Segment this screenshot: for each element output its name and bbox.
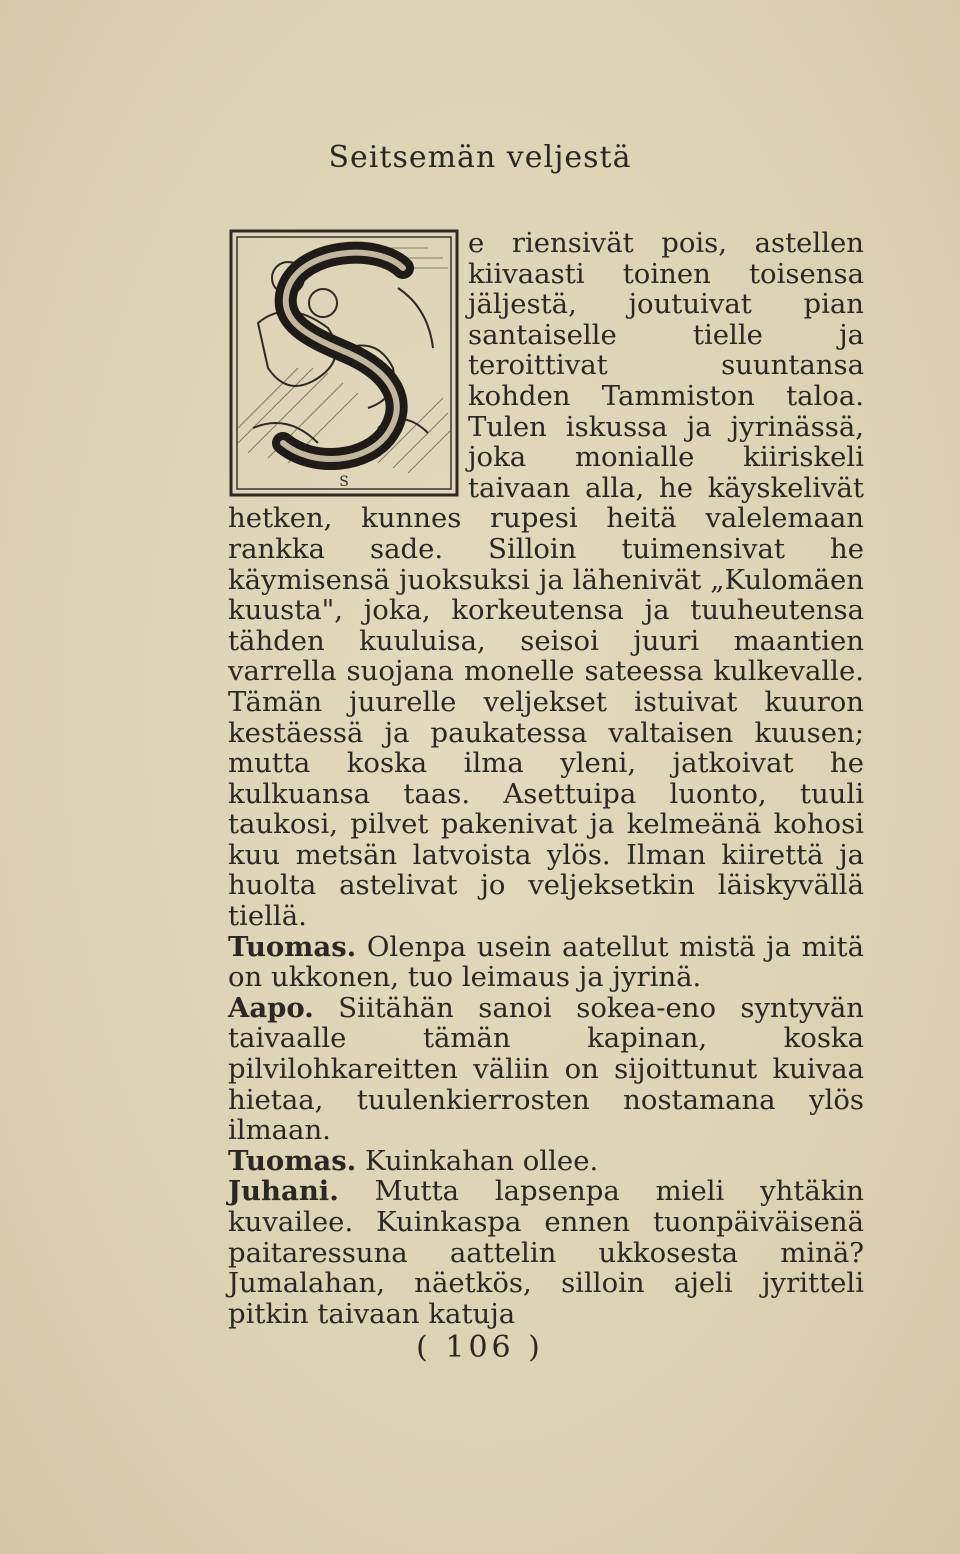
intro-paragraph: e riensivät pois, astellen kiivaasti toinen toisensa jäljestä, joutuivat pian santaiselle tielle ja teroittivat suuntansa kohden Tammiston taloa. Tulen iskussa ja jyrinässä, joka monialle kiiriskeli taivaan alla, he käyskelivät hetken, kunnes rupesi heitä valelemaan rankka sade. Silloin tuimensivat he käymisensä juoksuksi ja lähenivät „Kulomäen kuusta", joka, korkeutensa ja tuuheutensa tähden kuuluisa, seisoi juuri maantien varrella suojana monelle sateessa kulkevalle. Tämän juurelle veljekset istuivat kuuron kestäessä ja paukatessa valtaisen kuusen; mutta koska ilma yleni, jatkoivat he kulkuansa taas. Asettuipa luonto, tuuli taukosi, pilvet pakenivat ja kelmeänä kohosi kuu metsän latvoista ylös. Ilman kiirettä ja huolta astelivat jo veljeksetkin läiskyvällä tiellä. [228,227,864,933]
svg-text:S: S [339,474,349,490]
speaker-text: Kuinkahan ollee. [365,1144,599,1177]
dialogue-line [228,993,864,1146]
drop-cap-space [228,228,468,503]
speaker-text: Siitähän sanoi sokea-eno syntyvän taivaalle tämän kapinan, koska pilvilohkareitten väliin on sijoittunut kuivaa hietaa, tuulenkierrosten nostamana ylös ilmaan. [228,991,864,1147]
dialogue-line [228,932,864,993]
dialogue-line [228,1176,864,1329]
running-header: Seitsemän veljestä [328,140,632,175]
speaker-name: Aapo. [228,991,314,1024]
speaker-text: Mutta lapsenpa mieli yhtäkin kuvailee. Kuinkaspa ennen tuonpäiväisenä paitaressuna aattelin ukkosesta minä? Jumalahan, näetkös, silloin ajeli jyritteli pitkin taivaan katuja [228,1175,864,1330]
speaker-name: Tuomas. [228,1144,357,1177]
dialogue-line [228,1146,864,1177]
speaker-name: Juhani. [228,1175,339,1208]
page-number: ( 106 ) [416,1330,544,1365]
main-text-block [228,228,864,1329]
speaker-text: Olenpa usein aatellut mistä ja mitä on ukkonen, tuo leimaus ja jyrinä. [228,930,864,994]
speaker-name: Tuomas. [228,930,357,963]
